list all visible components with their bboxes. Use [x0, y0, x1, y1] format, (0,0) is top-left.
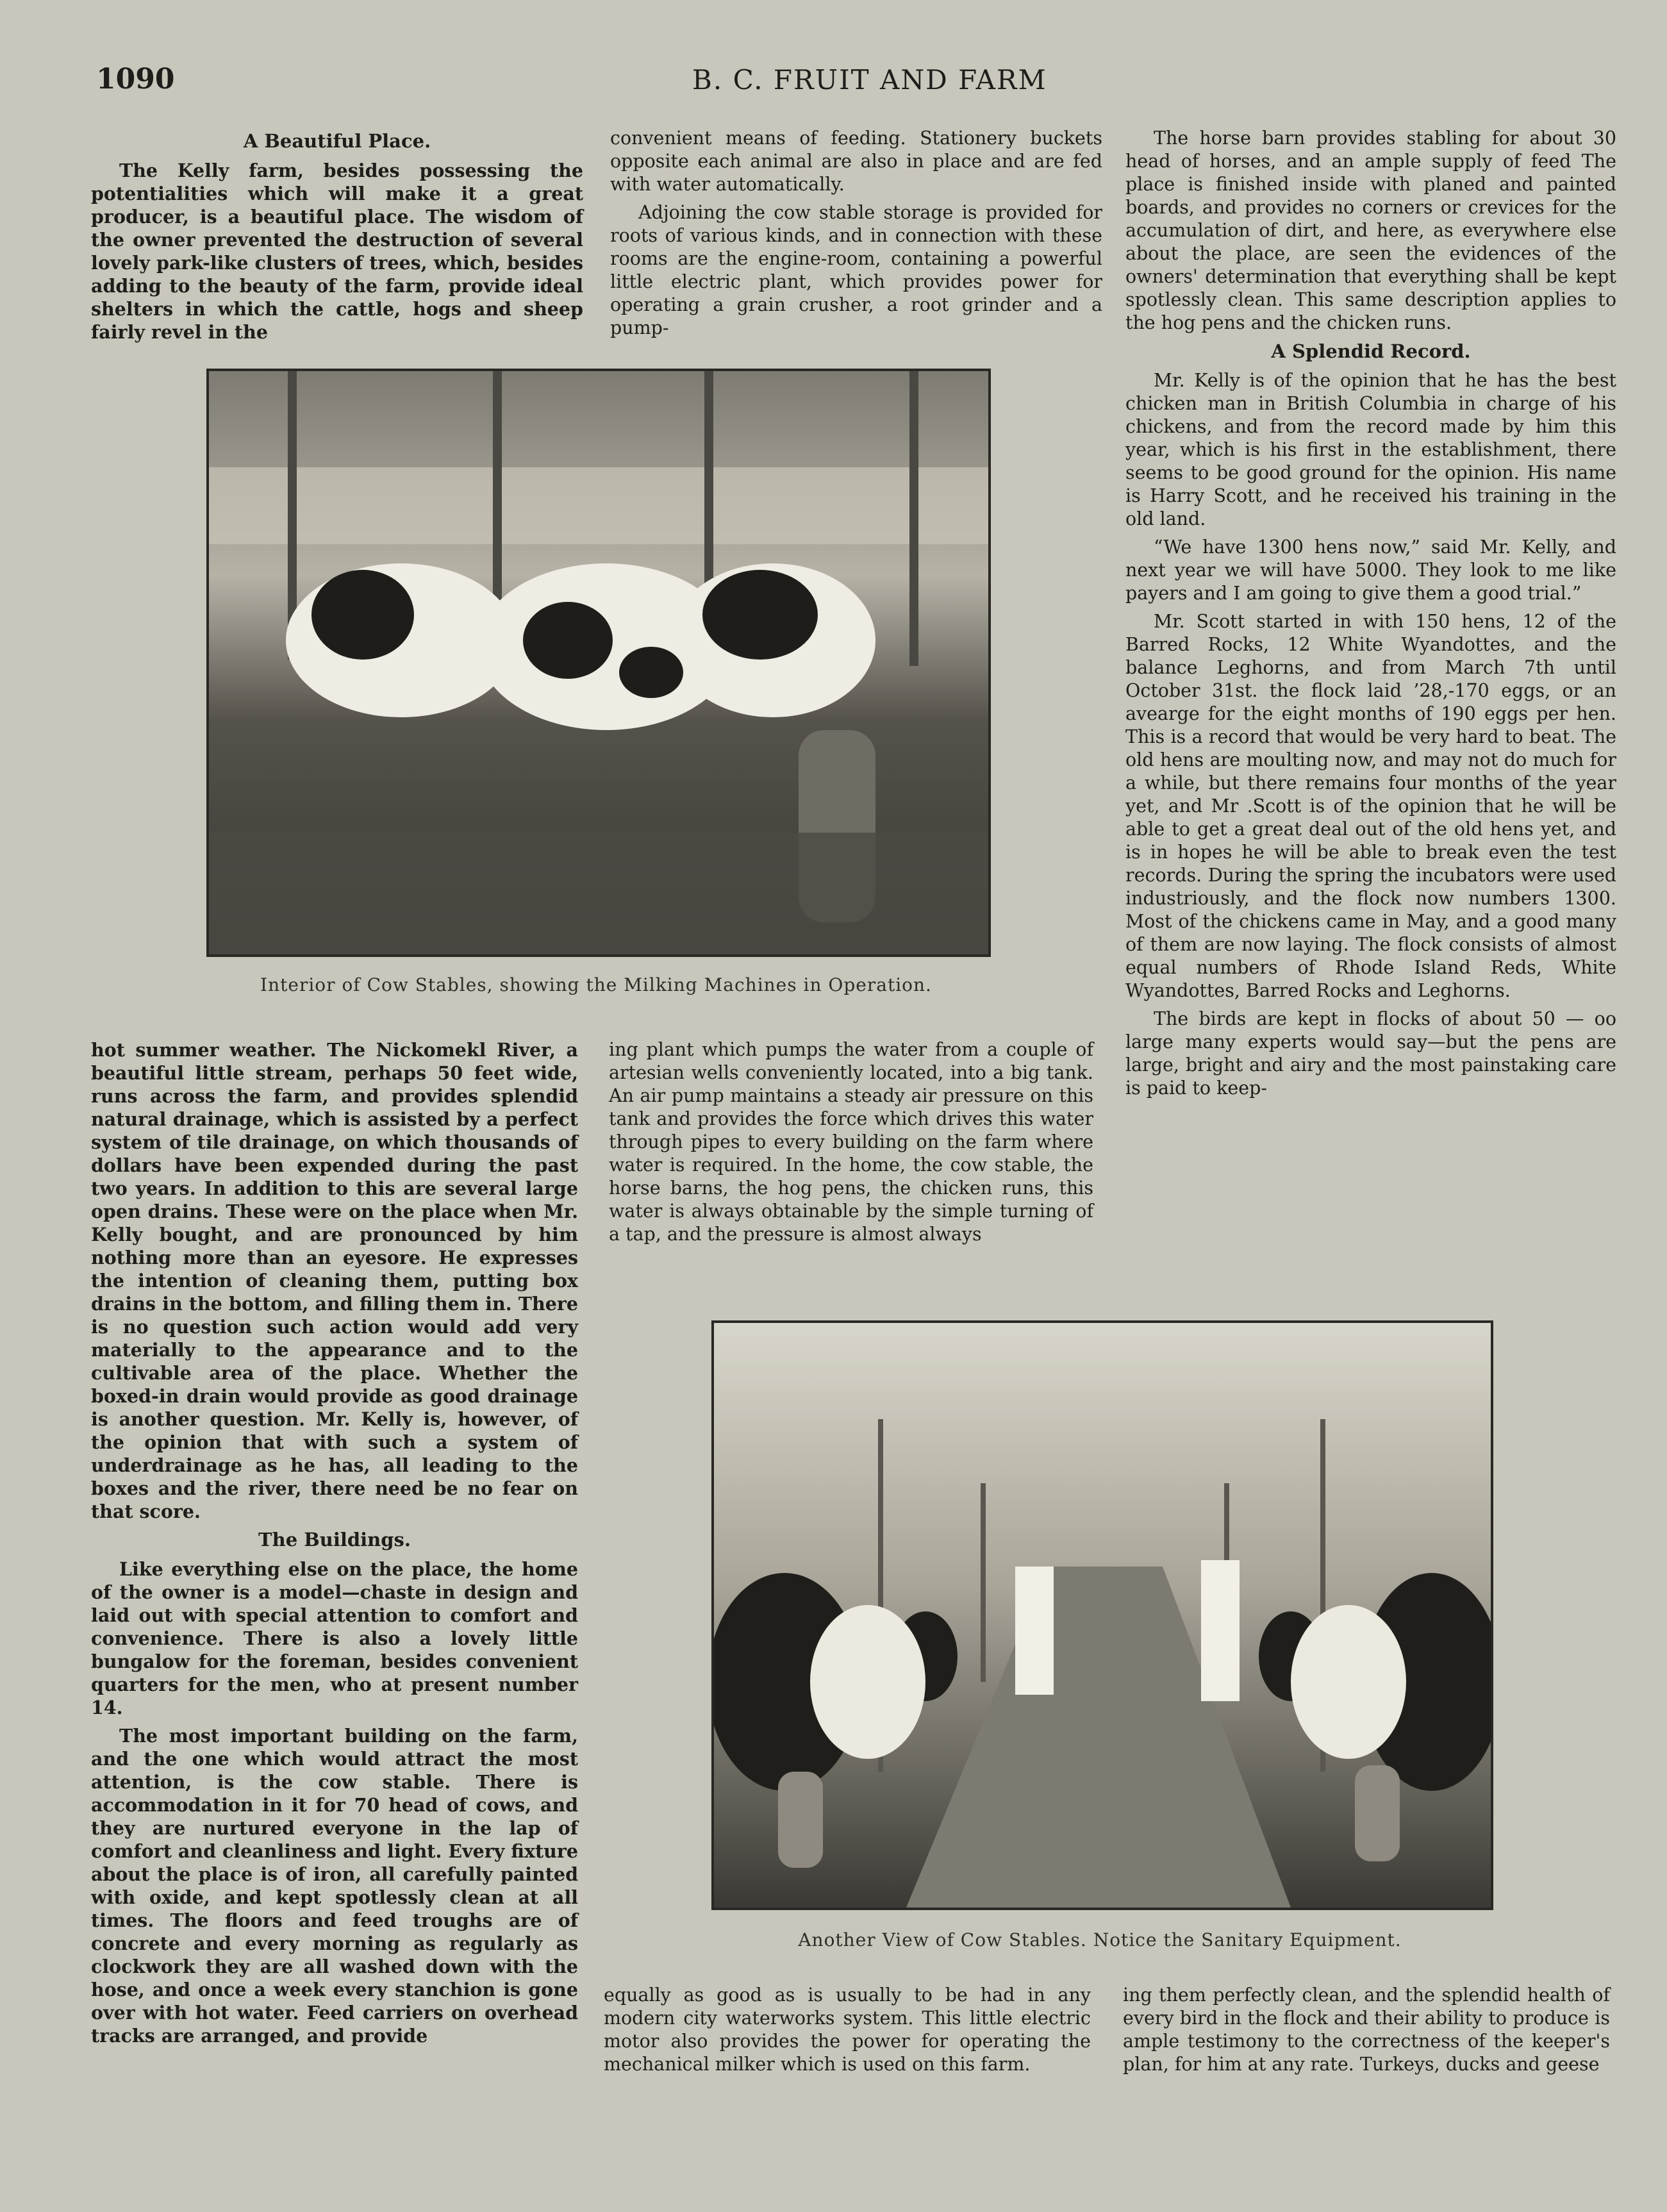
caption-figure-2: Another View of Cow Stables. Notice the Sanitary Equipment.	[798, 1929, 1402, 1950]
paragraph-pumping-plant: ing plant which pumps the water from a couple of artesian wells conveniently located, into a big tank. An air pump maintains a steady air pressure on this tank and provides the force which drives this water through pipes to every building on the farm where water is required. In the home, the cow stable, the horse barns, the hog pens, the chicken runs, this water is always obtainable by the simple turning of a tap, and the pressure is almost always	[609, 1039, 1093, 1245]
heading-buildings: The Buildings.	[258, 1529, 411, 1551]
column-2-middle	[609, 1038, 1093, 1251]
photo-cow-stable-aisle	[711, 1320, 1493, 1910]
photo-2-illustration	[714, 1323, 1491, 1908]
paragraph-beautiful-place: The Kelly farm, besides possessing the potentialities which will make it a great producer, is a beautiful place. The wisdom of the owner prevented the destruction of several lovely park-like clusters of trees, which, besides adding to the beauty of the farm, provide ideal shelters in which the cattle, hogs and sheep fairly revel in the	[91, 160, 583, 343]
paragraph-flock-health: ing them perfectly clean, and the splendid health of every bird in the flock and their ability to produce is ample testimony to the correctness of the keeper's plan, for him at any rate. Turkeys, ducks and geese	[1123, 1984, 1610, 2075]
column-3-bottom	[1123, 1984, 1610, 2081]
paragraph-cow-stable: The most important building on the farm, and the one which would attract the most attention, is the cow stable. There is accommodation in it for 70 head of cows, and they are nurtured everyone in the lap of comfort and cleanliness and light. Every fixture about the place is of iron, all carefully painted with oxide, and kept spotlessly clean at all times. The floors and feed troughs are of concrete and every morning as regularly as clockwork they are all washed down with the hose, and once a week every stanchion is gone over with hot water. Feed carriers on overhead tracks are arranged, and provide	[91, 1725, 578, 2047]
page-number: 1090	[96, 63, 175, 96]
column-2-top	[610, 127, 1102, 345]
running-title: B. C. FRUIT AND FARM	[692, 64, 1047, 96]
column-1-top	[91, 127, 583, 349]
photo-1-illustration	[209, 371, 988, 954]
paragraph-horse-barn: The horse barn provides stabling for about 30 head of horses, and an ample supply of feed The place is finished inside with planed and painted boards, and provides no corners or crevices for the accumulation of dirt, and here, as everywhere else about the place, are seen the evidences of the owners' determination that everything shall be kept spotlessly clean. This same description applies to the hog pens and the chicken runs.	[1125, 128, 1616, 333]
column-3	[1125, 127, 1616, 1105]
column-1-bottom	[91, 1038, 578, 2052]
paragraph-drainage: hot summer weather. The Nickomekl River, a beautiful little stream, perhaps 50 feet wide, runs across the farm, and provides splendid natural drainage, which is assisted by a perfect system of tile drainage, on which thousands of dollars have been expended during the past two years. In addition to this are several large open drains. These were on the place when Mr. Kelly bought, and are pronounced by him nothing more than an eyesore. He expresses the intention of cleaning them, putting box drains in the bottom, and filling them in. There is no question such action would add very materially to the appearance and to the cultivable area of the place. Whether the boxed-in drain would provide as good drainage is another question. Mr. Kelly is, however, of the opinion that with such a system of underdrainage as he has, all leading to the boxes and the river, there need be no fear on that score.	[91, 1039, 578, 1522]
caption-figure-1: Interior of Cow Stables, showing the Milking Machines in Operation.	[260, 974, 932, 995]
paragraph-waterworks: equally as good as is usually to be had in any modern city waterworks system. This little electric motor also provides the power for operating the mechanical milker which is used on this farm.	[604, 1984, 1091, 2075]
column-2-bottom	[604, 1984, 1091, 2081]
paragraph-home: Like everything else on the place, the home of the owner is a model—chaste in design and laid out with special attention to comfort and convenience. There is also a lovely little bungalow for the foreman, besides convenient quarters for the men, who at present number 14.	[91, 1558, 578, 1718]
paragraph-chicken-man: Mr. Kelly is of the opinion that he has the best chicken man in British Columbia in charge of his chickens, and from the record made by him this year, which is his first in the establishment, there seems to be good ground for the opinion. His name is Harry Scott, and he received his training in the old land.	[1125, 370, 1616, 529]
paragraph-egg-record: Mr. Scott started in with 150 hens, 12 of the Barred Rocks, 12 White Wyandottes, and the balance Leghorns, and from March 7th until October 31st. the flock laid ’28,-170 eggs, or an avearge for the eight months of 190 eggs per hen. This is a record that would be very hard to beat. The old hens are moulting now, and may not do much for a while, but there remains four months of the year yet, and Mr .Scott is of the opinion that he will be able to get a great deal out of the old hens yet, and is in hopes he will be able to break even the test records. During the spring the incubators were used industriously, and the flock now numbers 1300. Most of the chickens came in May, and a good many of them are now laying. The flock consists of almost equal numbers of Rhode Island Reds, White Wyandottes, Barred Rocks and Leghorns.	[1125, 611, 1616, 1001]
paragraph-flocks: The birds are kept in flocks of about 50 — oo large many experts would say—but the pens are large, bright and airy and the most painstaking care is paid to keep-	[1125, 1008, 1616, 1099]
paragraph-feeding-continued: convenient means of feeding. Stationery buckets opposite each animal are also in place and are fed with water automatically.	[610, 128, 1102, 195]
photo-cow-stable-interior	[206, 369, 991, 957]
heading-beautiful-place: A Beautiful Place.	[243, 130, 431, 152]
heading-splendid-record: A Splendid Record.	[1271, 340, 1471, 362]
paragraph-engine-room: Adjoining the cow stable storage is provided for roots of various kinds, and in connection with these rooms are the engine-room, containing a powerful little electric plant, which provides power for operating a grain crusher, a root grinder and a pump-	[610, 202, 1102, 338]
paragraph-quote: “We have 1300 hens now,” said Mr. Kelly, and next year we will have 5000. They look to me like payers and I am going to give them a good trial.”	[1125, 536, 1616, 604]
